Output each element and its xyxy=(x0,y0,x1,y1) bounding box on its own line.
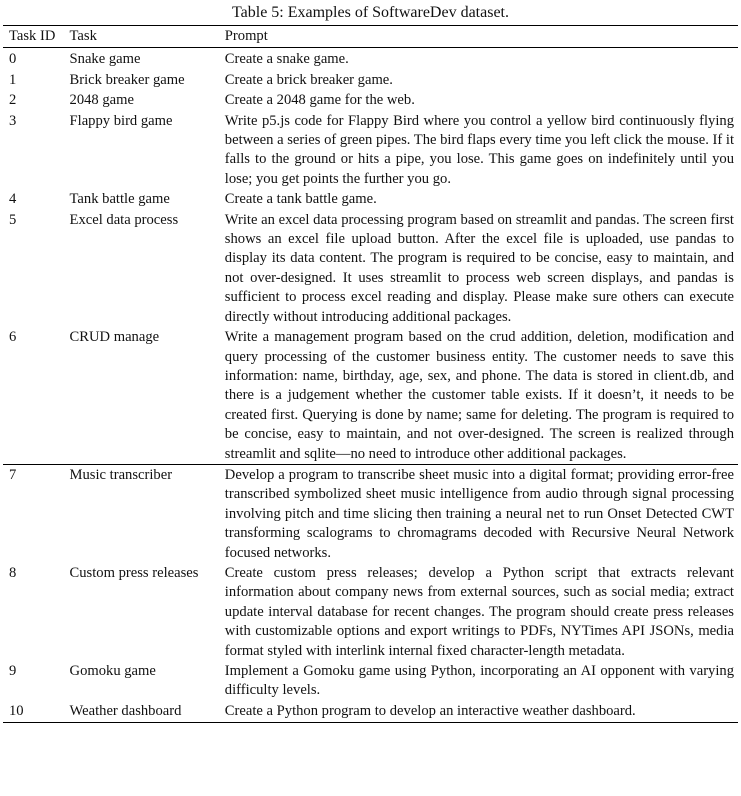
cell-task-id: 7 xyxy=(9,466,17,483)
table-row xyxy=(3,701,738,722)
cell-prompt: Create a Python program to develop an interactive weather dashboard. xyxy=(224,702,636,719)
table-row xyxy=(3,328,738,465)
cell-task: CRUD manage xyxy=(69,329,160,346)
cell-task-id: 5 xyxy=(9,211,17,228)
table-caption: Table 5: Examples of SoftwareDev dataset. xyxy=(231,4,509,21)
cell-task: Gomoku game xyxy=(69,663,156,679)
cell-task: Brick breaker game xyxy=(69,71,185,88)
cell-task: Snake game xyxy=(69,51,141,68)
cell-task: 2048 game xyxy=(69,92,134,109)
table-row xyxy=(3,91,738,111)
cell-task-id: 2 xyxy=(9,92,17,109)
cell-task-id: 9 xyxy=(9,663,17,679)
cell-prompt: Create a brick breaker game. xyxy=(224,71,393,88)
header-task: Task xyxy=(69,28,97,44)
table-row xyxy=(3,190,738,210)
cell-task-id: 8 xyxy=(9,564,17,581)
cell-task: Excel data process xyxy=(69,211,179,228)
cell-prompt: Create custom press releases; develop a Python script that extracts relevant information about company news from external sources, such as social media; extract update interval database for recent changes. The program should create press releases with customizable options and export writings to PDFs, NYTimes API JSONs, media format styled with interlink internal fixed character-length metadata. xyxy=(224,564,734,659)
cell-prompt: Create a snake game. xyxy=(224,51,349,68)
header-task-id: Task ID xyxy=(9,28,56,44)
table-row xyxy=(3,563,738,661)
cell-task-id: 6 xyxy=(9,329,17,346)
cell-prompt: Create a tank battle game. xyxy=(224,191,377,208)
cell-prompt: Develop a program to transcribe sheet music into a digital format; providing error-free transcribed symbolized sheet music intelligence from audio through signal processing involving pitch and time slicing then training a neural net to run Onset Detected CWT transforming scalograms to chromagrams decoded with Recursive Neural Network focused networks. xyxy=(224,466,734,561)
table-row xyxy=(3,210,738,327)
cell-task-id: 10 xyxy=(9,702,24,719)
softwaredev-table xyxy=(3,25,738,723)
cell-task-id: 0 xyxy=(9,51,17,68)
table-row xyxy=(3,465,738,564)
cell-task: Weather dashboard xyxy=(69,702,182,719)
table-row xyxy=(3,70,738,90)
cell-prompt: Write a management program based on the crud addition, deletion, modification and query processing of the customer business entity. The customer needs to save this information: name, birthday, age, sex, and phone. The data is stored in client.db, and there is a judgement whether the customer table exists. If it doesn’t, it needs to be created first. Querying is done by name; same for deleting. The program is required to be concise, easy to maintain, and not over-designed. The screen is realized through streamlit and sqlite—no need to introduce other additional packages. xyxy=(224,329,734,462)
table-header-row xyxy=(3,26,738,48)
cell-prompt: Write an excel data processing program based on streamlit and pandas. The screen first shows an excel file upload button. After the excel file is uploaded, use pandas to display its data content. The program is required to be concise, easy to maintain, and not over-designed. It uses streamlit to process web screen displays, and pandas is sufficient to process excel reading and display. Please make sure others can execute directly without introducing additional packages. xyxy=(224,211,734,325)
cell-prompt: Create a 2048 game for the web. xyxy=(224,92,415,109)
table-row xyxy=(3,48,738,70)
cell-task-id: 3 xyxy=(9,112,17,129)
cell-prompt: Implement a Gomoku game using Python, incorporating an AI opponent with varying difficulty levels. xyxy=(224,663,734,699)
cell-task: Flappy bird game xyxy=(69,112,173,129)
cell-task-id: 1 xyxy=(9,71,17,88)
table-row xyxy=(3,111,738,190)
cell-task-id: 4 xyxy=(9,191,17,208)
cell-task: Music transcriber xyxy=(69,466,173,483)
cell-prompt: Write p5.js code for Flappy Bird where you control a yellow bird continuously flying between a series of green pipes. The bird flaps every time you left click the mouse. If it falls to the ground or hits a pipe, you lose. This game goes on indefinitely until you lose; you get points the further you go. xyxy=(224,112,734,187)
cell-task: Tank battle game xyxy=(69,191,170,208)
table-row xyxy=(3,662,738,702)
cell-task: Custom press releases xyxy=(69,564,199,581)
header-prompt: Prompt xyxy=(224,28,268,44)
